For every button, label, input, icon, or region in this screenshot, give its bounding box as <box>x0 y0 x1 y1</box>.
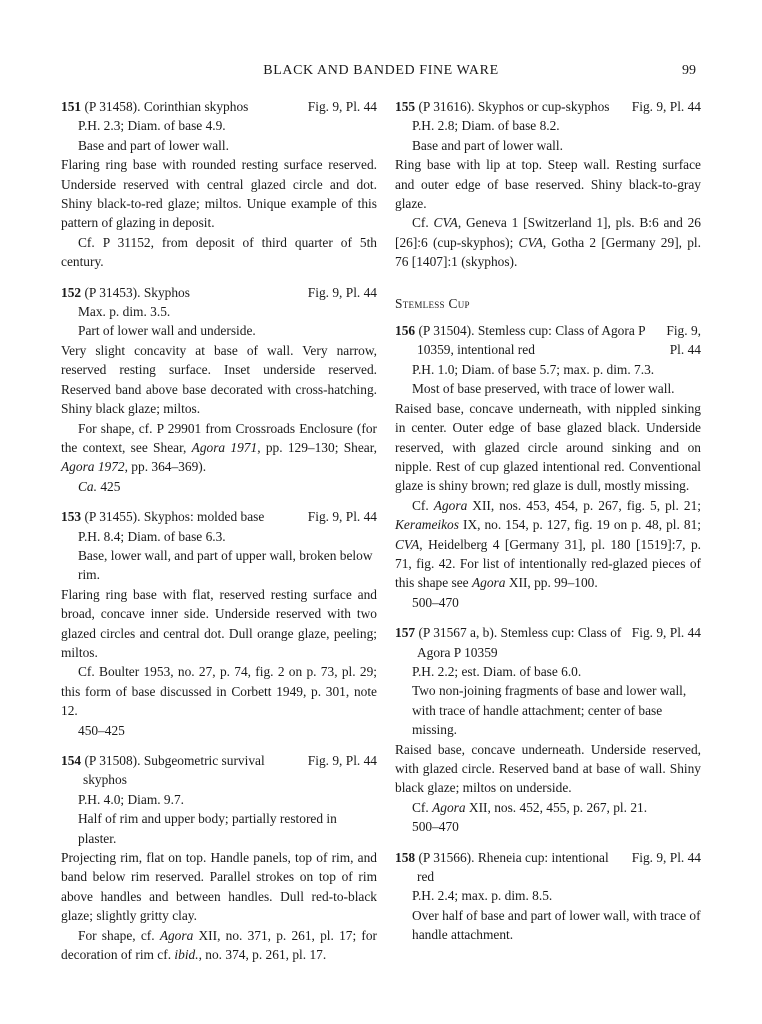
left-column <box>61 97 377 964</box>
catalog-entry <box>395 321 701 612</box>
entry-number: 151 <box>61 99 82 114</box>
running-title: BLACK AND BANDED FINE WARE <box>263 63 499 78</box>
entry-number: 155 <box>395 99 416 114</box>
entry-title: (P 31508). Subgeometric survival skyphos <box>81 753 265 788</box>
section-heading: Stemless Cup <box>395 295 470 311</box>
catalog-entry <box>61 283 377 496</box>
catalog-entry <box>395 848 701 945</box>
comparanda: Cf. Agora XII, nos. 453, 454, p. 267, fig. 5, pl. 21; Kerameikos IX, no. 154, p. 127, fig. 19 on p. 48, pl. 81; CVA, Heidelberg 4 [Germany 31], pl. 180 [1519]:7, p. 71, fig. 42. For list of intentionally red-glazed pieces of this shape see Agora XII, pp. 99–100. <box>395 497 701 591</box>
comparanda: For shape, cf. P 29901 from Crossroads Enclosure (for the context, see Shear, Agora 1971, pp. 129–130; Shear, Agora 1972, pp. 364–369). <box>61 420 377 475</box>
description: Flaring ring base with rounded resting surface reserved. Underside reserved with central glazed circle and dot. Shiny black-to-red glaze; miltos. Unique example of this pattern of glazing in deposit. <box>61 157 377 231</box>
catalog-entry <box>395 97 701 272</box>
entry-number: 157 <box>395 625 416 641</box>
preserved-parts: Half of rim and upper body; partially restored in plaster. <box>78 811 337 846</box>
figure-ref: Fig. 9, Pl. 44 <box>307 509 377 525</box>
dimensions: Max. p. dim. 3.5. <box>78 304 171 320</box>
entry-heading <box>61 283 377 302</box>
entry-heading <box>395 97 701 116</box>
figure-ref: Fig. 9, Pl. 44 <box>307 284 377 300</box>
entry-heading <box>61 97 377 116</box>
entry-number: 156 <box>395 323 416 339</box>
running-head <box>0 63 762 83</box>
dimensions: P.H. 2.3; Diam. of base 4.9. <box>78 118 226 134</box>
comparanda: Cf. P 31152, from deposit of third quarter of 5th century. <box>61 234 377 270</box>
comparanda: For shape, cf. Agora XII, no. 371, p. 261, pl. 17; for decoration of rim cf. ibid., no. 374, p. 261, pl. 17. <box>61 927 378 963</box>
description: Very slight concavity at base of wall. Very narrow, reserved resting surface. Inset underside reserved. Reserved band above base decorated with cross-hatching. Shiny black glaze; miltos. <box>61 342 377 417</box>
entry-number: 154 <box>61 753 82 768</box>
dimensions: P.H. 2.2; est. Diam. of base 6.0. <box>412 663 582 679</box>
entry-title: (P 31566). Rheneia cup: intentional red <box>415 849 609 885</box>
figure-ref: Fig. 9, Pl. 44 <box>666 323 701 358</box>
comparanda: Cf. Agora XII, nos. 452, 455, p. 267, pl. 21. <box>412 799 648 815</box>
figure-ref: Fig. 9, Pl. 44 <box>631 849 701 865</box>
preserved-parts: Base and part of lower wall. <box>412 137 563 153</box>
dimensions: P.H. 2.8; Diam. of base 8.2. <box>412 118 560 134</box>
catalog-entry <box>61 751 377 964</box>
catalog-entry <box>395 623 701 836</box>
entry-heading <box>395 848 701 887</box>
dimensions: P.H. 4.0; Diam. 9.7. <box>78 791 185 807</box>
figure-ref: Fig. 9, Pl. 44 <box>307 753 377 768</box>
dimensions: P.H. 8.4; Diam. of base 6.3. <box>78 528 226 544</box>
description: Projecting rim, flat on top. Handle panels, top of rim, and band below rim reserved. Parallel strokes on top of rim above handles and between handles. Dull red-to-black glaze; slightly gritty clay. <box>61 850 377 924</box>
date: 450–425 <box>78 722 125 738</box>
catalog-entry <box>61 507 377 740</box>
entry-number: 158 <box>395 849 416 865</box>
preserved-parts: Part of lower wall and underside. <box>78 323 256 339</box>
entry-number: 152 <box>61 284 82 300</box>
catalog-entry <box>61 97 377 272</box>
description: Raised base, concave underneath, with nippled sinking in center. Outer edge of base glazed black. Underside reserved, with glazed circle around sinking and on nipple. Rest of cup glazed intentional red. Conventional glaze is shiny brown; red glaze is dull, mostly missing. <box>395 400 701 494</box>
entry-heading <box>395 321 701 360</box>
entry-heading <box>61 751 377 790</box>
description: Flaring ring base with flat, reserved resting surface and broad, concave inner side. Underside reserved with two glazed circles and central dot. Dull orange glaze, peeling; miltos. <box>61 586 377 660</box>
entry-title: (P 31567 a, b). Stemless cup: Class of Agora P 10359 <box>415 625 622 660</box>
entry-title: (P 31458). Corinthian skyphos <box>81 99 249 114</box>
description: Ring base with lip at top. Steep wall. Resting surface and outer edge of base reserved. Shiny black-to-gray glaze. <box>395 157 701 212</box>
comparanda: Cf. Boulter 1953, no. 27, p. 74, fig. 2 on p. 73, pl. 29; this form of base discussed in Corbett 1949, p. 301, note 12. <box>61 664 377 719</box>
entry-title: (P 31455). Skyphos: molded base <box>81 509 265 525</box>
preserved-parts: Base and part of lower wall. <box>78 137 229 153</box>
entry-heading <box>61 507 377 526</box>
figure-ref: Fig. 9, Pl. 44 <box>631 625 701 641</box>
entry-number: 153 <box>61 509 82 525</box>
date: 500–470 <box>412 819 459 835</box>
entry-heading <box>395 623 701 662</box>
right-column <box>395 97 701 945</box>
date: Ca. 425 <box>78 478 121 494</box>
figure-ref: Fig. 9, Pl. 44 <box>307 99 377 114</box>
preserved-parts: Base, lower wall, and part of upper wall, broken below rim. <box>78 547 373 583</box>
description: Raised base, concave underneath. Underside reserved, with glazed circle. Reserved band at base of wall. Shiny black glaze; miltos on underside. <box>395 741 701 796</box>
comparanda: Cf. CVA, Geneva 1 [Switzerland 1], pls. B:6 and 26 [26]:6 (cup-skyphos); CVA, Gotha 2 [Germany 29], pl. 76 [1407]:1 (skyphos). <box>395 215 701 270</box>
dimensions: P.H. 1.0; Diam. of base 5.7; max. p. dim. 7.3. <box>412 361 655 377</box>
entry-title: (P 31453). Skyphos <box>81 284 190 300</box>
page-number: 99 <box>682 63 696 78</box>
figure-ref: Fig. 9, Pl. 44 <box>631 99 701 114</box>
entry-title: (P 31616). Skyphos or cup-skyphos <box>415 99 610 114</box>
entry-title: (P 31504). Stemless cup: Class of Agora P 10359, intentional red <box>415 323 646 358</box>
preserved-parts: Most of base preserved, with trace of lower wall. <box>412 381 675 397</box>
dimensions: P.H. 2.4; max. p. dim. 8.5. <box>412 888 553 904</box>
preserved-parts: Over half of base and part of lower wall, with trace of handle attachment. <box>412 907 701 943</box>
preserved-parts: Two non-joining fragments of base and lower wall, with trace of handle attachment; center of base missing. <box>412 683 687 738</box>
date: 500–470 <box>412 594 459 610</box>
